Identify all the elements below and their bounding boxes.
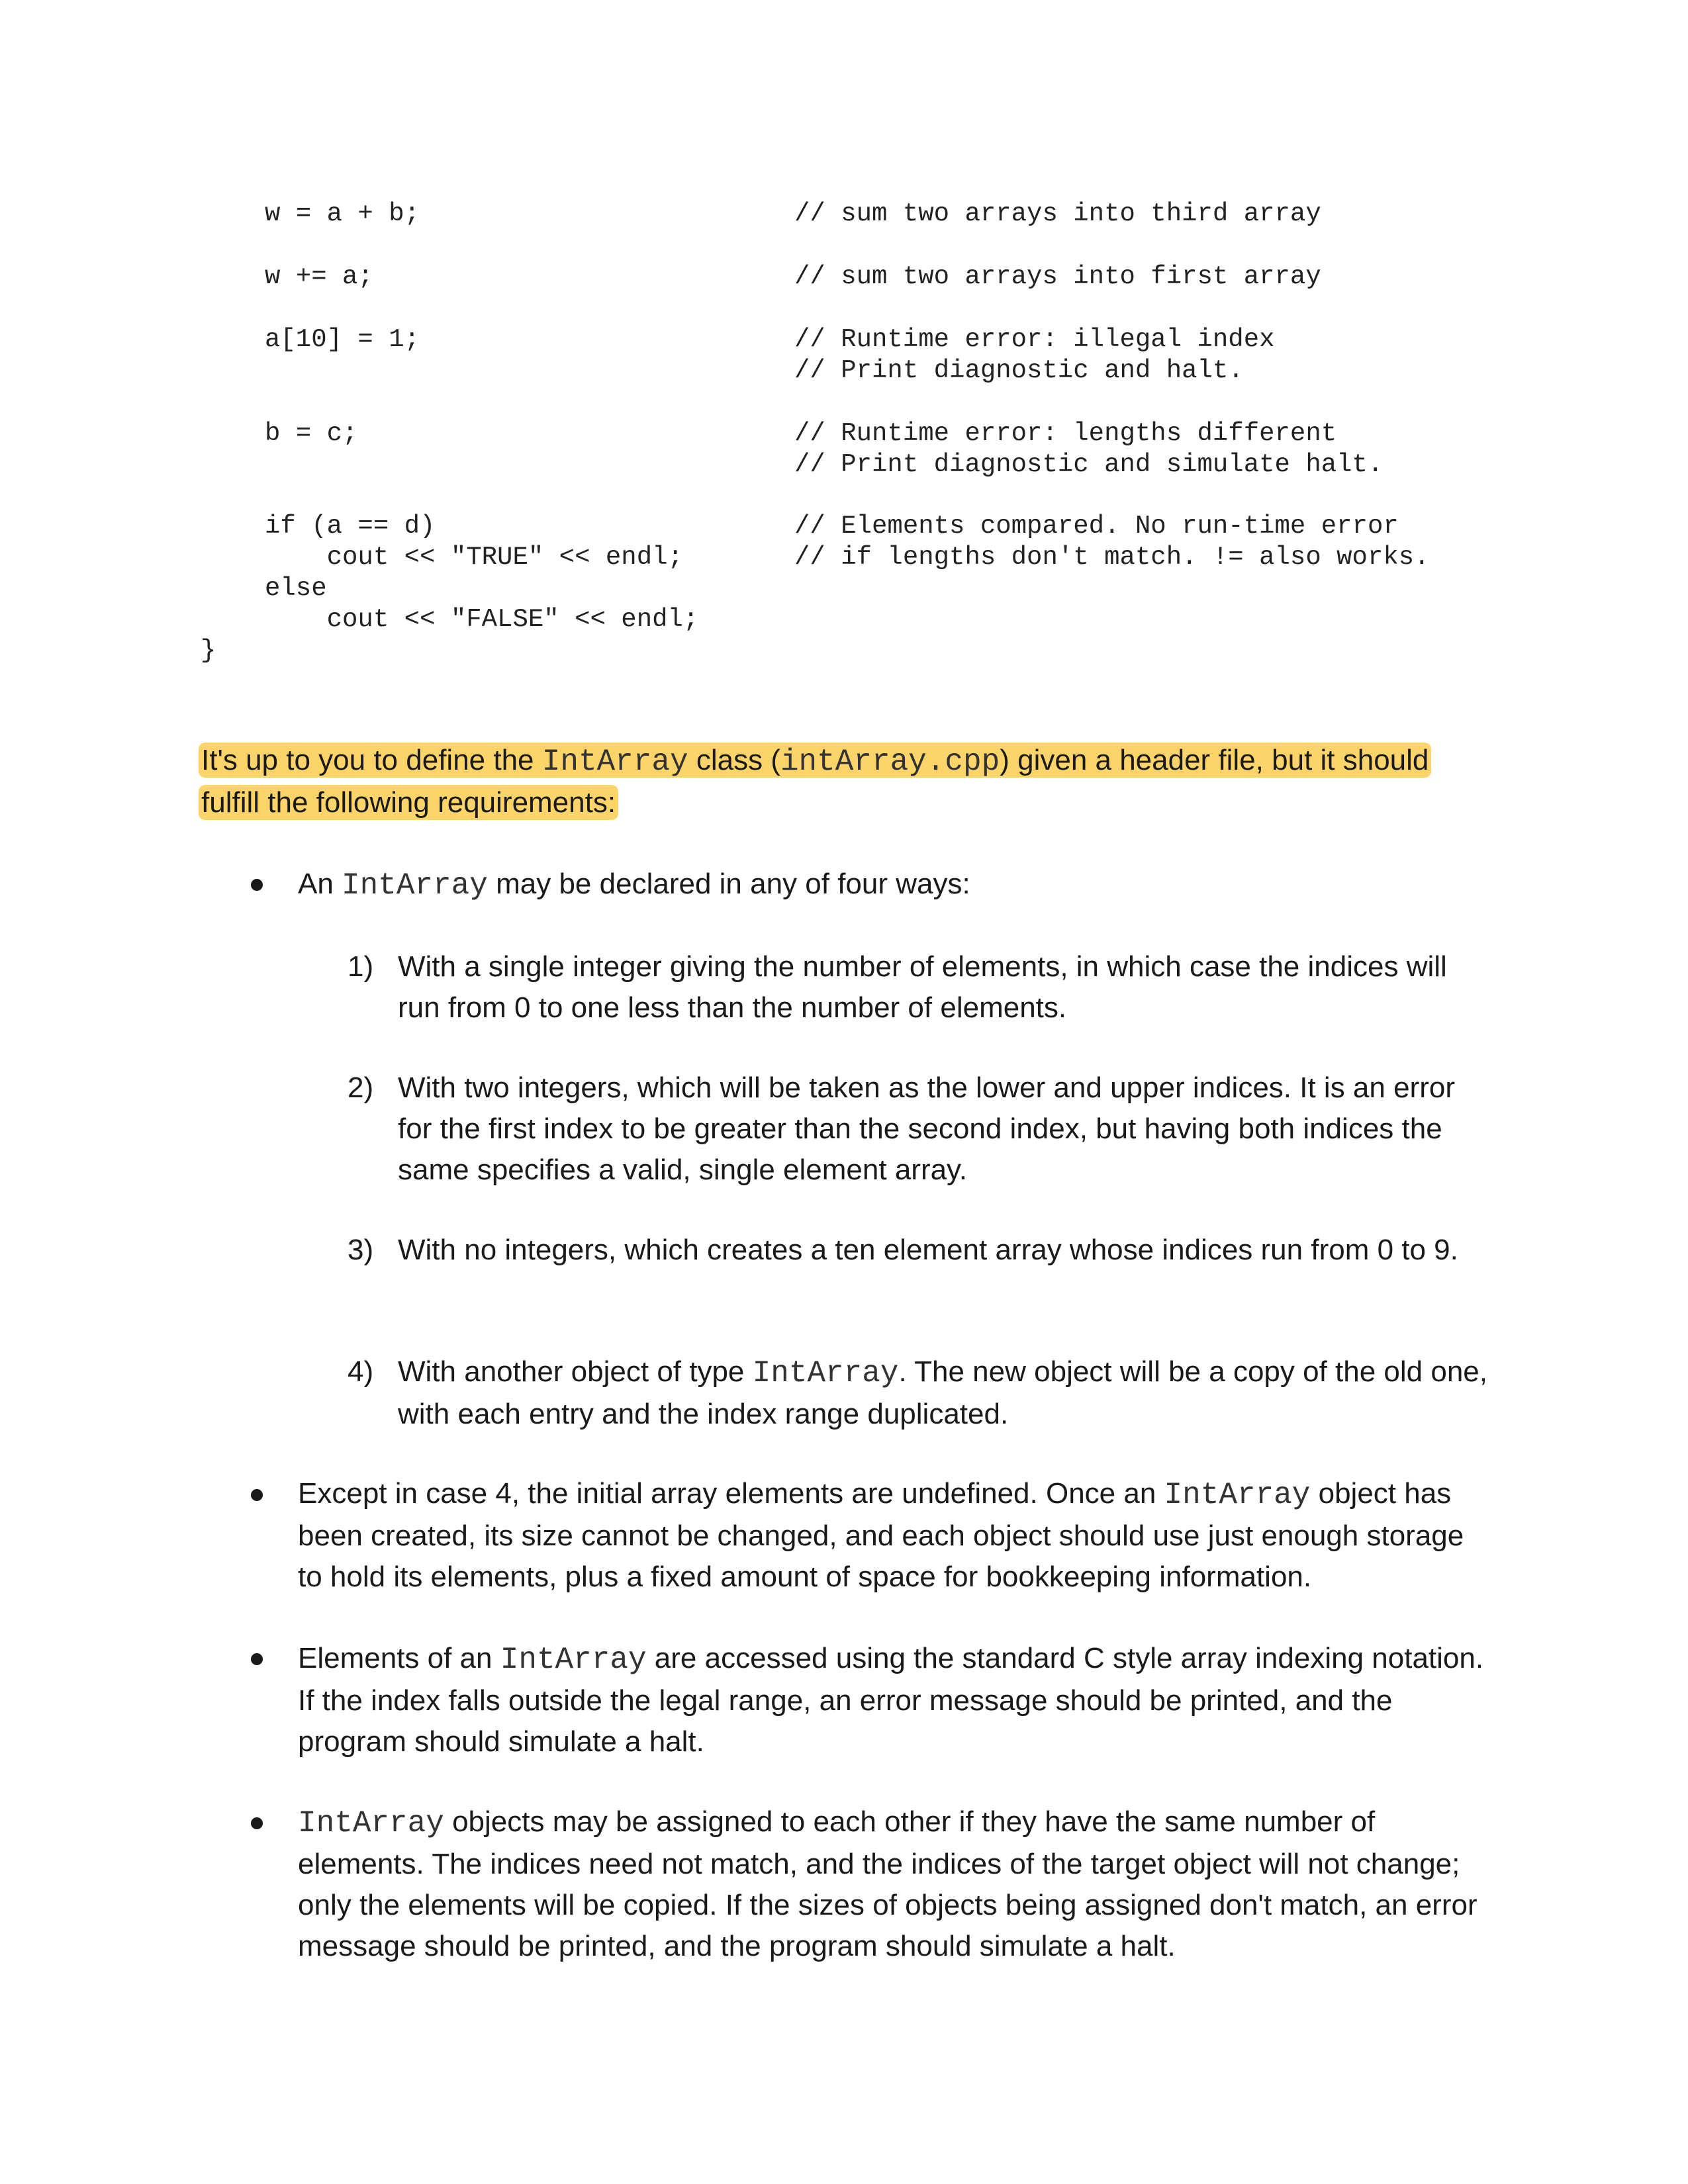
class-name-code: IntArray [541, 745, 688, 779]
bullet-icon [251, 1653, 263, 1665]
bullet-icon [251, 1817, 263, 1829]
code-comment: // if lengths don't match. != also works. [794, 543, 1430, 572]
file-name-code: intArray.cpp [780, 745, 1000, 779]
class-name-code: IntArray [752, 1356, 899, 1390]
intro-text: It's up to you to define the [201, 744, 542, 776]
intro-text: ) given a header file, but it should fulfill the following requirements: [201, 744, 1429, 819]
list-item [398, 1230, 1497, 1271]
code-statement: if (a == d) [265, 512, 436, 541]
code-statement: w += a; [265, 262, 373, 291]
list-item [398, 1068, 1470, 1191]
code-statement: b = c; [265, 419, 358, 448]
bullet-text: An [298, 868, 342, 900]
bullet-item [298, 864, 1489, 906]
code-comment: // Elements compared. No run-time error [794, 512, 1399, 541]
class-name-code: IntArray [1164, 1478, 1311, 1512]
code-comment: // Print diagnostic and halt. [794, 356, 1244, 385]
bullet-item [298, 1638, 1489, 1762]
code-comment: // Runtime error: lengths different [794, 419, 1337, 448]
intro-text: class ( [688, 744, 780, 776]
bullet-icon [251, 1489, 263, 1501]
list-item-text: . The new object will be a copy of the old one, with each entry and the index range duplicated. [398, 1355, 1488, 1430]
list-number: 3) [348, 1234, 374, 1266]
bullet-icon [251, 879, 263, 891]
bullet-text: Except in case 4, the initial array elements are undefined. Once an [298, 1477, 1164, 1510]
list-item [398, 946, 1470, 1028]
code-statement: a[10] = 1; [265, 325, 420, 354]
code-comment: // Runtime error: illegal index [794, 325, 1275, 354]
list-number: 1) [348, 950, 374, 983]
bullet-text: Elements of an [298, 1642, 500, 1674]
class-name-code: IntArray [342, 868, 488, 903]
bullet-text: object has been created, its size cannot be changed, and each object should use just enough storage to hold its elements, plus a fixed amount of space for bookkeeping information. [298, 1477, 1464, 1593]
closing-brace: } [201, 636, 216, 665]
bullet-item [298, 1473, 1489, 1598]
class-name-code: IntArray [500, 1643, 647, 1677]
list-item-text: With no integers, which creates a ten element array whose indices run from 0 to 9. [398, 1234, 1458, 1266]
code-comment: // sum two arrays into first array [794, 262, 1321, 291]
list-number: 2) [348, 1071, 374, 1104]
intro-paragraph [199, 740, 1443, 823]
list-item-text: With another object of type [398, 1355, 753, 1388]
bullet-item [298, 1801, 1489, 1967]
class-name-code: IntArray [298, 1806, 444, 1841]
list-item-text: With two integers, which will be taken as the lower and upper indices. It is an error for the first index to be greater than the second index, but having both indices the same specifies a valid, single element array. [398, 1071, 1455, 1186]
list-item [398, 1351, 1497, 1435]
list-number: 4) [348, 1355, 374, 1388]
bullet-text: are accessed using the standard C style array indexing notation. If the index falls outside the legal range, an error message should be printed, and the program should simulate a halt. [298, 1642, 1484, 1758]
bullet-text: objects may be assigned to each other if they have the same number of elements. The indices need not match, and the indices of the target object will not change; only the elements will be copied. If the sizes of objects being assigned don't match, an error message should be printed, and the program should simulate a halt. [298, 1805, 1477, 1962]
code-comment: // Print diagnostic and simulate halt. [794, 450, 1383, 479]
code-statement: cout << "FALSE" << endl; [265, 605, 699, 634]
code-statement: cout << "TRUE" << endl; [265, 543, 683, 572]
code-statement: w = a + b; [265, 199, 420, 228]
list-item-text: With a single integer giving the number of elements, in which case the indices will run from 0 to one less than the number of elements. [398, 950, 1447, 1024]
code-comment: // sum two arrays into third array [794, 199, 1321, 228]
code-statement: else [265, 574, 327, 603]
bullet-text: may be declared in any of four ways: [487, 868, 970, 900]
